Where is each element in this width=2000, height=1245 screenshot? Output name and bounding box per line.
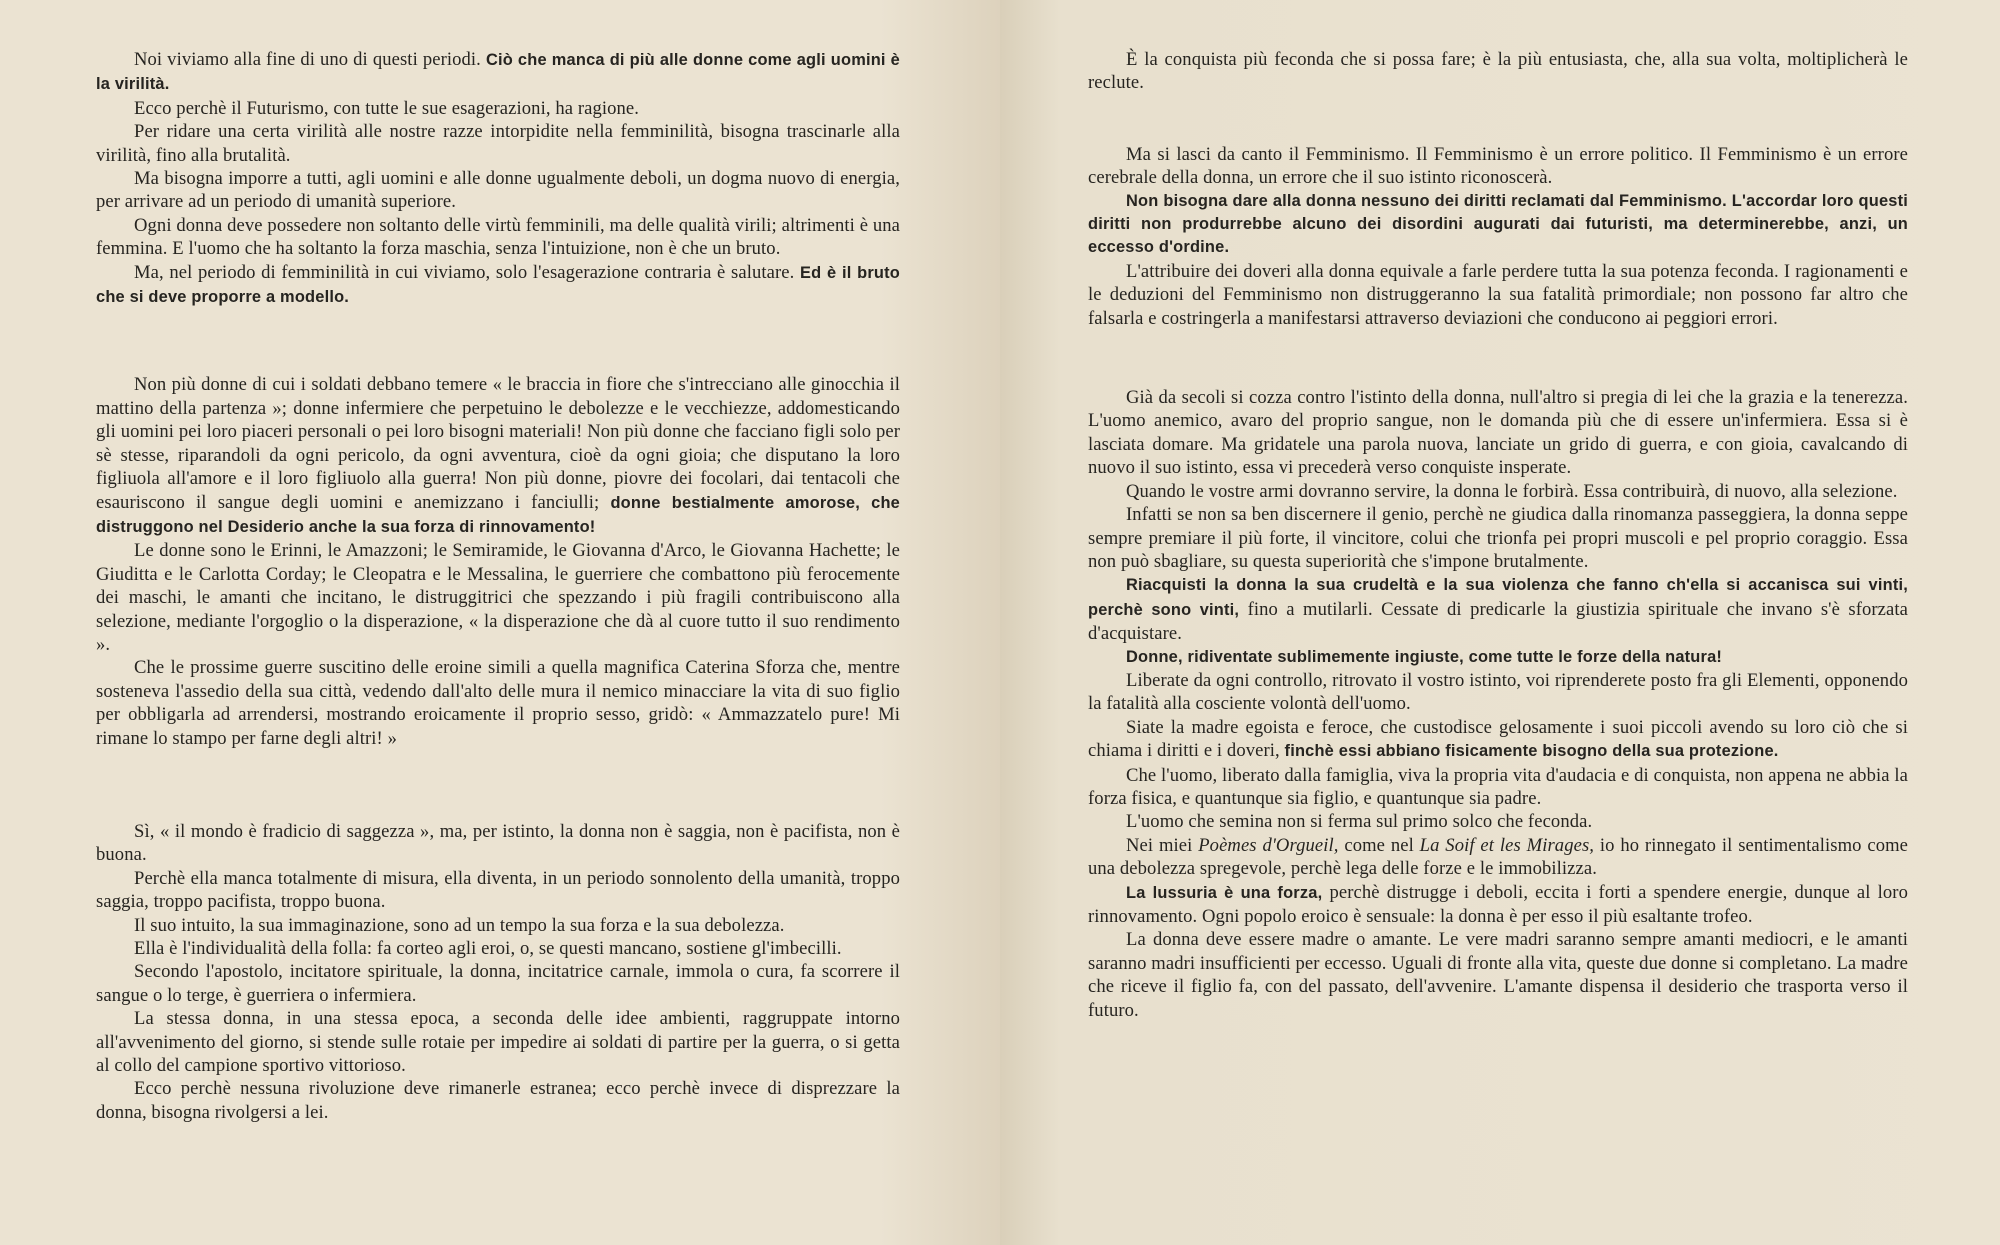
section-no-more-women: [96, 373, 900, 750]
paragraph: Quando le vostre armi dovranno servire, la donna le forbirà. Essa contribuirà, di nuovo, alla selezione.: [1126, 480, 1898, 502]
paragraph: Riacquisti la donna la sua crudeltà e la sua violenza che fanno ch'ella si accanisca sui vinti, perchè sono vinti, fino a mutilarli. Cessate di predicarle la giustizia spirituale che invano s'è sforzata d'acquistare.: [1088, 576, 1908, 645]
paragraph: Nei miei Poèmes d'Orgueil, come nel La Soif et les Mirages, io ho rinnegato il sentimentalismo come una debolezza spregevole, perchè lega delle forze e le immobilizza.: [1088, 834, 1909, 880]
paragraph: Le donne sono le Erinni, le Amazzoni; le Semiramide, le Giovanna d'Arco, le Giovanna Hachette; le Giuditta e le Carlotta Corday; le Cleopatra e le Messalina, le guerriere che combattono più ferocemente dei maschi, le amanti che incitano, le distruggitrici che spezzando i più fragili contribuiscono alla selezione, mediante l'orgoglio o la disperazione, « la disperazione che dà al cuore tutto il suo rendimento ».: [96, 540, 900, 655]
book-title: Poèmes d'Orgueil,: [1198, 834, 1339, 856]
paragraph: Ella è l'individualità della folla: fa corteo agli eroi, o, se questi mancano, sostiene gl'imbecilli.: [134, 938, 842, 959]
paragraph: Perchè ella manca totalmente di misura, ella diventa, in un periodo sonnolento della umanità, troppo saggia, troppo pacifista, troppo buona.: [96, 867, 900, 913]
section-feminism: [1088, 143, 1908, 330]
book-title: La Soif et les Mirages,: [1419, 834, 1595, 856]
paragraph: La lussuria è una forza, perchè distrugge i deboli, eccita i forti a spendere energie, dunque al loro rinnovamento. Ogni popolo eroico è sensuale: la donna è per esso il più esaltante trofeo.: [1088, 881, 1908, 927]
bold-text: donne bestialmente amorose, che distruggono nel Desiderio anche la sua forza di rinnovamento!: [96, 493, 900, 536]
section-instinct: [1088, 386, 1908, 1022]
paragraph: Per ridare una certa virilità alle nostre razze intorpidite nella femminilità, bisogna trascinarle alla virilità, fino alla brutalità.: [96, 121, 900, 166]
paragraph: Ma bisogna imporre a tutti, agli uomini e alle donne ugualmente deboli, un dogma nuovo di energia, per arrivare ad un periodo di umanità superiore.: [96, 168, 900, 213]
paragraph: Siate la madre egoista e feroce, che custodisce gelosamente i suoi piccoli avendo su loro ciò che si chiama i diritti e i doveri, finchè essi abbiano fisicamente bisogno della sua protezione.: [1088, 716, 1908, 762]
paragraph: Che l'uomo, liberato dalla famiglia, viva la propria vita d'audacia e di conquista, non appena ne abbia la forza fisica, e quantunque sia figlio, e quantunque sia padre.: [1088, 764, 1908, 809]
paragraph: Donne, ridiventate sublimemente ingiuste, come tutte le forze della natura!: [1126, 647, 1723, 666]
bold-text: Riacquisti la donna la sua crudeltà e la sua violenza che fanno ch'ella si accanisca sui vinti, perchè sono vinti,: [1088, 576, 1908, 619]
paragraph: Ma, nel periodo di femminilità in cui viviamo, solo l'esagerazione contraria è salutare. Ed è il bruto che si deve proporre a modello.: [96, 261, 900, 307]
paragraph: L'attribuire dei doveri alla donna equivale a farle perdere tutta la sua potenza feconda. I ragionamenti e le deduzioni del Femminismo non distruggeranno la sua fatalità primordiale; non possono far altro che falsarla e costringerla a manifestarsi attraverso deviazioni che conducono ai peggiori errori.: [1088, 260, 1908, 329]
paragraph: La stessa donna, in una stessa epoca, a seconda delle idee ambienti, raggruppate intorno all'avvenimento del giorno, si stende sulle rotaie per impedire ai soldati di partire per la guerra, o si getta al collo del campione sportivo vittorioso.: [96, 1008, 900, 1077]
paragraph: Il suo intuito, la sua immaginazione, sono ad un tempo la sua forza e la sua debolezza.: [134, 914, 785, 936]
bold-text: finchè essi abbiano fisicamente bisogno della sua protezione.: [1284, 742, 1779, 761]
paragraph: Ogni donna deve possedere non soltanto delle virtù femminili, ma delle qualità virili; altrimenti è una femmina. E l'uomo che ha soltanto la forza maschia, senza l'intuizione, non è che un bruto.: [96, 214, 900, 260]
bold-text: Ciò che manca di più alle donne come agli uomini è la virilità.: [96, 51, 900, 94]
paragraph: Secondo l'apostolo, incitatore spirituale, la donna, incitatrice carnale, immola o cura, fa scorrere il sangue o lo terge, è guerriera o infermiera.: [96, 961, 900, 1006]
paragraph: Non bisogna dare alla donna nessuno dei diritti reclamati dal Femminismo. L'accordar loro questi diritti non produrrebbe alcuno dei disordini augurati dai futuristi, ma determinerebbe, anzi, un eccesso d'ordine.: [1088, 191, 1908, 257]
paragraph: Ma si lasci da canto il Femminismo. Il Femminismo è un errore politico. Il Femminismo è un errore cerebrale della donna, un errore che il suo istinto riconoscerà.: [1088, 143, 1908, 189]
paragraph: Ecco perchè nessuna rivoluzione deve rimanerle estranea; ecco perchè invece di disprezzare la donna, bisogna rivolgersi a lei.: [96, 1078, 900, 1123]
paragraph: Infatti se non sa ben discernere il genio, perchè ne giudica dalla rinomanza passeggiera, la donna seppe sempre premiare il più forte, il vincitore, colui che trionfa pei propri muscoli e pel proprio coraggio. Essa non può sbagliare, su questa superiorità che s'impone brutalmente.: [1088, 504, 1908, 572]
paragraph: Non più donne di cui i soldati debbano temere « le braccia in fiore che s'intrecciano alle ginocchia il mattino della partenza »; donne infermiere che perpetuino le debolezze e le vecchiezze, addomesticando gli uomini pei loro piaceri personali o pei loro bisogni materiali! Non più donne che facciano figli solo per sè stesse, riparandoli da ogni pericolo, da ogni avventura, cioè da ogni gioia; che disputano la loro figliuola all'amore e il loro figliuolo alla guerra! Non più donne, piovre dei focolari, dai tentacoli che esauriscono il sangue degli uomini e anemizzano i fanciulli; donne bestialmente amorose, che distruggono nel Desiderio anche la sua forza di rinnovamento!: [96, 374, 900, 536]
paragraph: È la conquista più feconda che si possa fare; è la più entusiasta, che, alla sua volta, moltiplicherà le reclute.: [1088, 49, 1908, 94]
paragraph: L'uomo che semina non si ferma sul primo solco che feconda.: [1126, 811, 1593, 833]
paragraph: Già da secoli si cozza contro l'istinto della donna, null'altro si pregia di lei che la grazia e la tenerezza. L'uomo anemico, avaro del proprio sangue, non le domanda più che di essere un'infermiera. Essa si è lasciata domare. Ma gridatele una parola nuova, lanciate un grido di guerra, e con gioia, cavalcando di nuovo il suo istinto, essa vi precederà verso conquiste insperate.: [1088, 387, 1908, 479]
paragraph: La donna deve essere madre o amante. Le vere madri saranno sempre amanti mediocri, e le amanti saranno madri insufficienti per eccesso. Uguali di fronte alla vita, queste due donne si completano. La madre che riceve il figlio fa, con del passato, dell'avvenire. L'amante dispensa il desiderio che trasporta verso il futuro.: [1088, 929, 1908, 1021]
bold-text: La lussuria è una forza,: [1126, 883, 1323, 902]
paragraph: Liberate da ogni controllo, ritrovato il vostro istinto, voi riprenderete posto fra gli Elementi, opponendo la fatalità alla cosciente volontà dell'uomo.: [1088, 669, 1908, 715]
paragraph: Ecco perchè il Futurismo, con tutte le sue esagerazioni, ha ragione.: [134, 97, 640, 119]
section-conquest: [1088, 48, 1908, 95]
right-page: [1000, 0, 2000, 1245]
paragraph: Che le prossime guerre suscitino delle eroine simili a quella magnifica Caterina Sforza che, mentre sosteneva l'assedio della sua città, vedendo dall'alto delle mura il nemico minacciare la vita di suo figlio per obbligarla ad arrendersi, mostrando eroicamente il proprio sesso, gridò: « Ammazzatelo pure! Mi rimane lo stampo per farne degli altri! »: [96, 657, 900, 749]
section-wisdom: [96, 820, 900, 1124]
section-virility: [96, 48, 900, 309]
bold-text: Ed è il bruto che si deve proporre a modello.: [96, 263, 900, 307]
paragraph: Sì, « il mondo è fradicio di saggezza », ma, per istinto, la donna non è saggia, non è pacifista, non è buona.: [96, 820, 900, 866]
paragraph: Noi viviamo alla fine di uno di questi periodi. Ciò che manca di più alle donne come agli uomini è la virilità.: [96, 49, 900, 94]
